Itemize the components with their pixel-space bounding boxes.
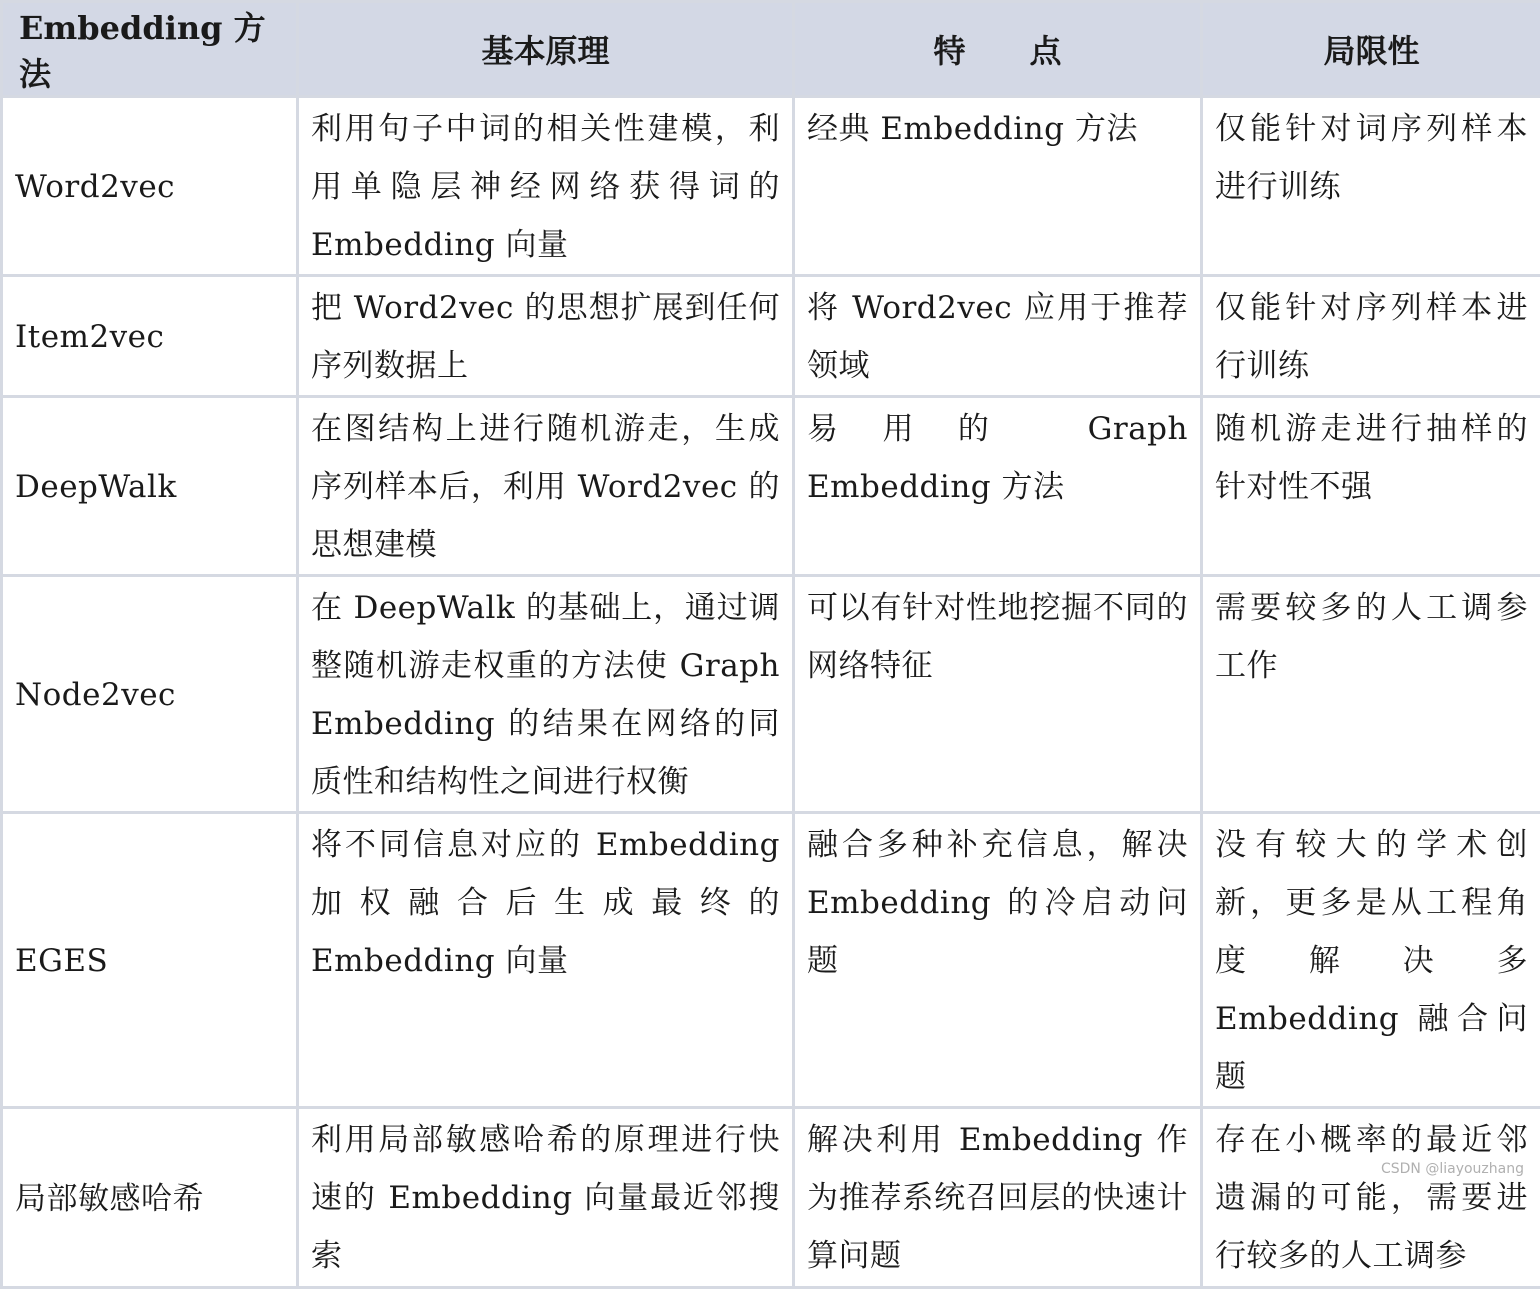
method-cell: DeepWalk bbox=[2, 397, 298, 576]
feature-cell: 可以有针对性地挖掘不同的网络特征 bbox=[794, 576, 1202, 813]
principle-cell: 将不同信息对应的 Embedding 加权融合后生成最终的 Embedding 向量 bbox=[298, 813, 794, 1108]
table-row bbox=[2, 276, 1540, 397]
header-feature: 特 点 bbox=[794, 2, 1202, 97]
method-cell: Item2vec bbox=[2, 276, 298, 397]
limitation-cell: 没有较大的学术创新，更多是从工程角度解决多 Embedding 融合问题 bbox=[1202, 813, 1540, 1108]
table-row bbox=[2, 397, 1540, 576]
method-cell: 局部敏感哈希 bbox=[2, 1108, 298, 1288]
table-row bbox=[2, 576, 1540, 813]
principle-cell: 利用句子中词的相关性建模，利用单隐层神经网络获得词的 Embedding 向量 bbox=[298, 97, 794, 276]
principle-cell: 把 Word2vec 的思想扩展到任何序列数据上 bbox=[298, 276, 794, 397]
limitation-cell: 仅能针对词序列样本进行训练 bbox=[1202, 97, 1540, 276]
feature-cell: 易用的 Graph Embedding 方法 bbox=[794, 397, 1202, 576]
feature-cell: 经典 Embedding 方法 bbox=[794, 97, 1202, 276]
limitation-cell: 存在小概率的最近邻遗漏的可能，需要进行较多的人工调参 bbox=[1202, 1108, 1540, 1288]
limitation-cell: 随机游走进行抽样的针对性不强 bbox=[1202, 397, 1540, 576]
limitation-cell: 需要较多的人工调参工作 bbox=[1202, 576, 1540, 813]
principle-cell: 在图结构上进行随机游走，生成序列样本后，利用 Word2vec 的思想建模 bbox=[298, 397, 794, 576]
table-row bbox=[2, 97, 1540, 276]
feature-cell: 将 Word2vec 应用于推荐领域 bbox=[794, 276, 1202, 397]
table-row bbox=[2, 1108, 1540, 1288]
method-cell: Node2vec bbox=[2, 576, 298, 813]
method-cell: EGES bbox=[2, 813, 298, 1108]
limitation-cell: 仅能针对序列样本进行训练 bbox=[1202, 276, 1540, 397]
header-limitation: 局限性 bbox=[1202, 2, 1540, 97]
feature-cell: 融合多种补充信息，解决 Embedding 的冷启动问题 bbox=[794, 813, 1202, 1108]
header-principle: 基本原理 bbox=[298, 2, 794, 97]
method-cell: Word2vec bbox=[2, 97, 298, 276]
principle-cell: 在 DeepWalk 的基础上，通过调整随机游走权重的方法使 Graph Embedding 的结果在网络的同质性和结构性之间进行权衡 bbox=[298, 576, 794, 813]
header-row bbox=[2, 2, 1540, 97]
principle-cell: 利用局部敏感哈希的原理进行快速的 Embedding 向量最近邻搜索 bbox=[298, 1108, 794, 1288]
header-method: Embedding 方法 bbox=[2, 2, 298, 97]
watermark: CSDN @liayouzhang bbox=[1381, 1161, 1524, 1177]
table-row bbox=[2, 813, 1540, 1108]
feature-cell: 解决利用 Embedding 作为推荐系统召回层的快速计算问题 bbox=[794, 1108, 1202, 1288]
